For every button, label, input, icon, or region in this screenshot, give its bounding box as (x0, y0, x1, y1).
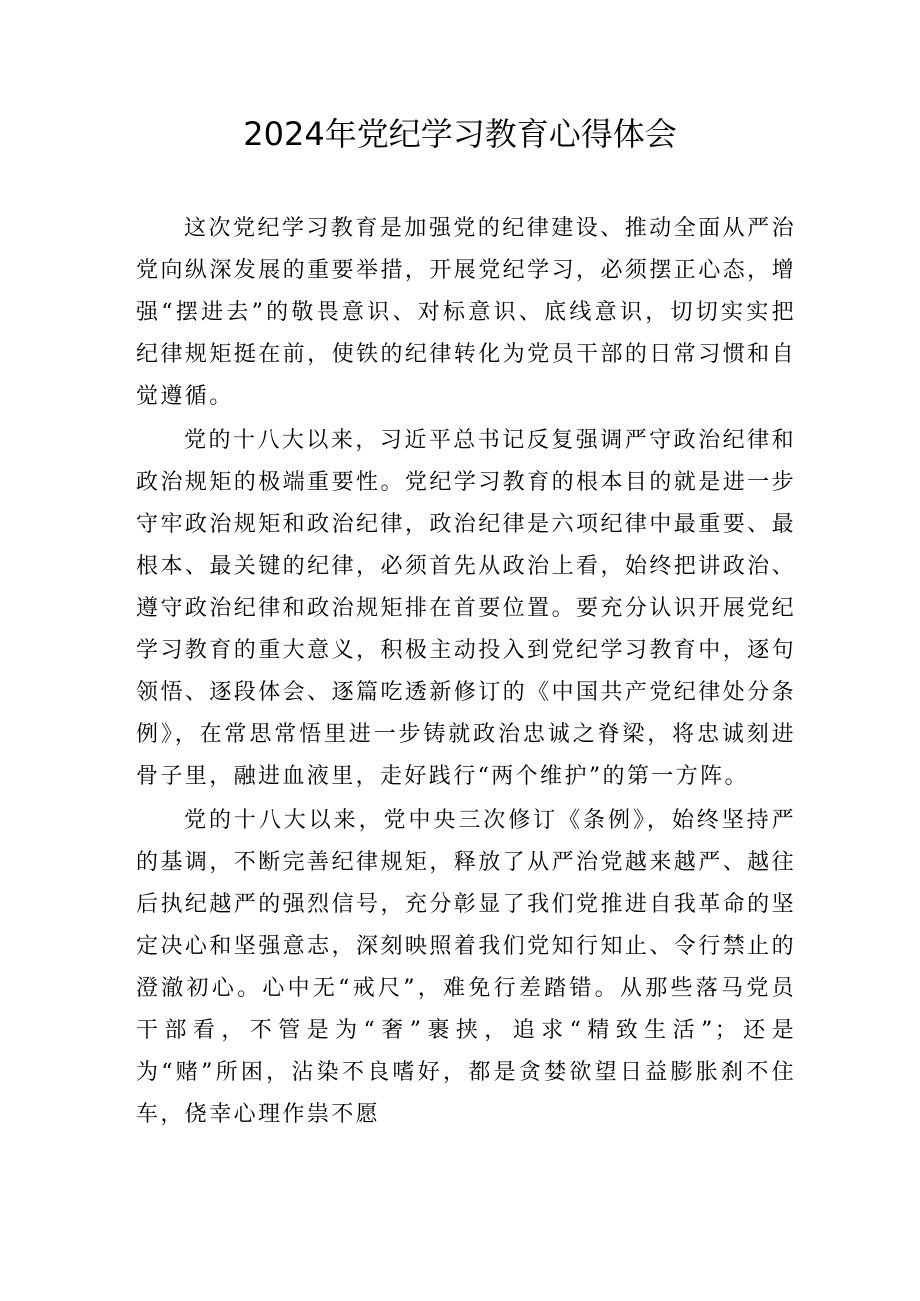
document-title: 2024年党纪学习教育心得体会 (243, 115, 677, 153)
paragraph-2: 党的十八大以来，习近平总书记反复强调严守政治纪律和政治规矩的极端重要性。党纪学习教育的根本目的就是进一步守牢政治规矩和政治纪律，政治纪律是六项纪律中最重要、最根本、最关键的纪律，必须首先从政治上看，始终把讲政治、遵守政治纪律和政治规矩排在首要位置。要充分认识开展党纪学习教育的重大意义，积极主动投入到党纪学习教育中，逐句领悟、逐段体会、逐篇吃透新修订的《中国共产党纪律处分条例》，在常思常悟里进一步铸就政治忠诚之脊梁，将忠诚刻进骨子里，融进血液里，走好践行“两个维护”的第一方阵。 (136, 428, 796, 789)
document-body (136, 208, 796, 1136)
paragraph-1: 这次党纪学习教育是加强党的纪律建设、推动全面从严治党向纵深发展的重要举措，开展党纪学习，必须摆正心态，增强“摆进去”的敬畏意识、对标意识、底线意识，切切实实把纪律规矩挺在前，使铁的纪律转化为党员干部的日常习惯和自觉遵循。 (136, 216, 796, 409)
paragraph-3: 党的十八大以来，党中央三次修订《条例》，始终坚持严的基调，不断完善纪律规矩，释放了从严治党越来越严、越往后执纪越严的强烈信号，充分彰显了我们党推进自我革命的坚定决心和坚强意志，深刻映照着我们党知行知止、令行禁止的澄澈初心。心中无“戒尺”，难免行差踏错。从那些落马党员干部看，不管是为“奢”裹挟，追求“精致生活”；还是为“赌”所困，沾染不良嗜好，都是贪婪欲望日益膨胀刹不住车，侥幸心理作祟不愿 (136, 808, 796, 1127)
